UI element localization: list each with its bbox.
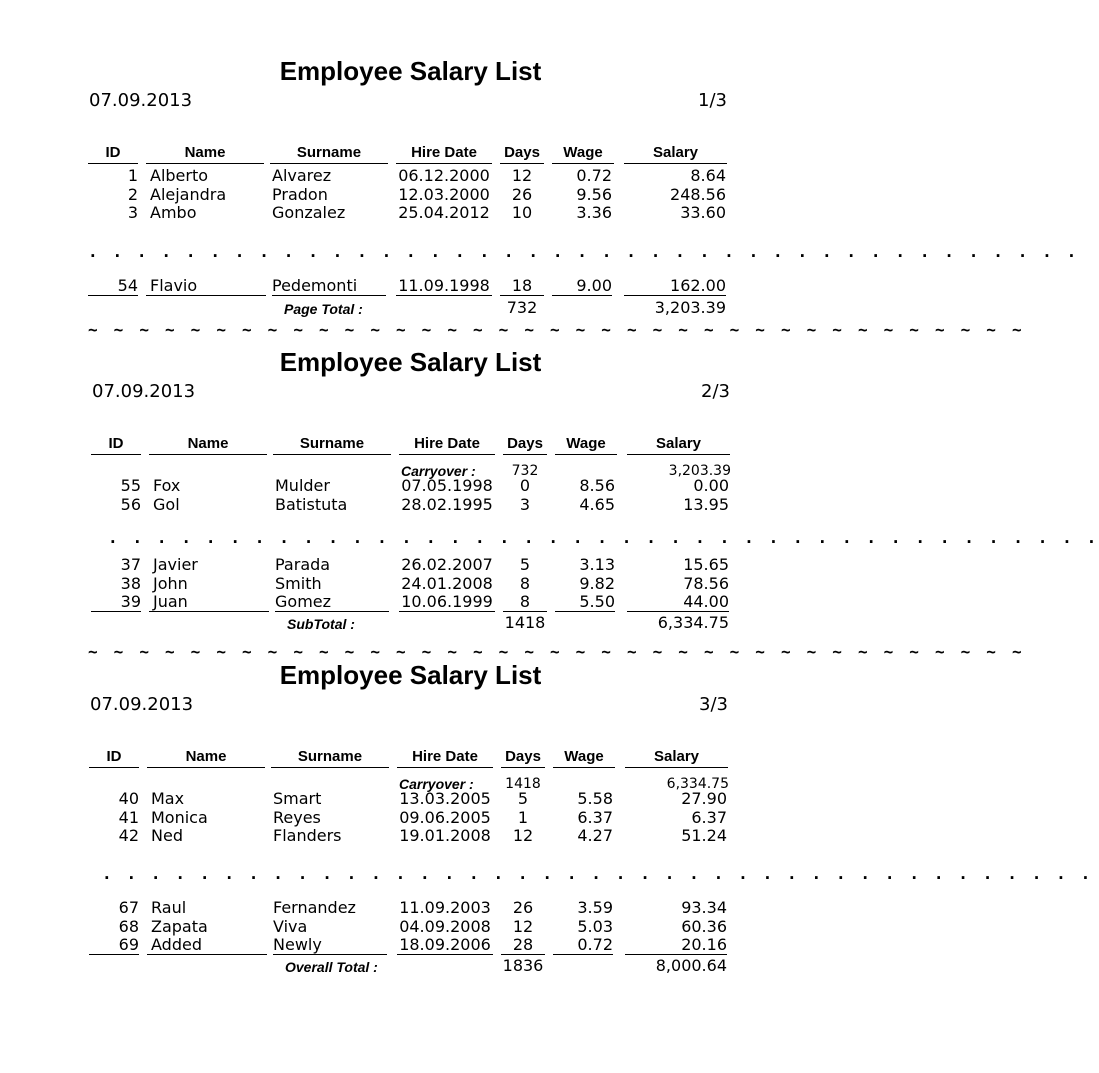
cell-days: 1 — [517, 807, 529, 827]
cell-wage: 3.59 — [577, 898, 613, 917]
report-date: 07.09.2013 — [92, 381, 196, 402]
cell-salary: 51.24 — [681, 826, 727, 845]
table-row — [0, 827, 821, 847]
cell-id: 68 — [118, 916, 139, 936]
cell-salary: 20.16 — [625, 936, 727, 955]
cell-days: 10 — [511, 203, 533, 222]
total-salary: 8,000.64 — [655, 956, 727, 975]
cell-salary: 0.00 — [693, 476, 729, 495]
cell-surname: Batistuta — [275, 494, 348, 514]
cell-days: 5 — [519, 555, 531, 574]
cell-name: Flavio — [146, 277, 266, 296]
cell-id: 69 — [89, 936, 139, 955]
total-salary: 3,203.39 — [654, 298, 726, 317]
cell-wage: 3.13 — [579, 555, 615, 574]
cell-days: 12 — [511, 166, 533, 185]
cell-days: 26 — [512, 898, 534, 917]
cell-surname: Gonzalez — [272, 203, 346, 222]
page-separator: ~ ~ ~ ~ ~ ~ ~ ~ ~ ~ ~ ~ ~ ~ ~ ~ ~ ~ ~ ~ ~ ~ ~ ~ ~ ~ ~ ~ ~ ~ ~ ~ ~ ~ ~ ~ ~ — [88, 642, 1025, 661]
cell-wage: 3.36 — [576, 203, 612, 222]
header-surname: Surname — [270, 144, 388, 164]
header-id: ID — [89, 748, 139, 768]
total-salary: 6,334.75 — [657, 613, 729, 632]
cell-salary: 162.00 — [624, 277, 726, 296]
carryover-label: Carryover : — [401, 463, 476, 479]
cell-hire-date: 06.12.2000 — [398, 166, 490, 185]
header-name: Name — [147, 748, 265, 768]
cell-surname: Smith — [275, 573, 322, 593]
cell-name: Added — [147, 936, 267, 955]
cell-surname: Gomez — [275, 593, 389, 612]
cell-hire-date: 13.03.2005 — [399, 789, 491, 808]
table-row — [0, 790, 821, 810]
carryover-salary: 3,203.39 — [668, 463, 731, 479]
header-salary: Salary — [624, 144, 727, 164]
table-row — [0, 556, 821, 576]
cell-name: Juan — [149, 593, 269, 612]
cell-id: 2 — [127, 184, 138, 204]
cell-name: Max — [151, 789, 185, 808]
table-row — [0, 593, 821, 613]
table-row — [0, 936, 821, 956]
cell-surname: Newly — [273, 936, 387, 955]
header-wage: Wage — [552, 144, 614, 164]
cell-days: 28 — [501, 936, 545, 955]
header-days: Days — [501, 748, 545, 768]
header-name: Name — [146, 144, 264, 164]
cell-wage: 9.56 — [576, 184, 612, 204]
cell-salary: 15.65 — [683, 555, 729, 574]
report-page — [0, 347, 1099, 667]
cell-name: Zapata — [151, 916, 208, 936]
report-date: 07.09.2013 — [90, 694, 194, 715]
table-row — [0, 496, 821, 516]
omitted-rows-dots: . . . . . . . . . . . . . . . . . . . . . . . . . . . . . . . . . . . . . . . . . — [102, 864, 1093, 883]
cell-name: Gol — [153, 494, 180, 514]
cell-hire-date: 07.05.1998 — [401, 476, 493, 495]
cell-id: 55 — [120, 476, 141, 495]
header-salary: Salary — [625, 748, 728, 768]
cell-days: 8 — [503, 593, 547, 612]
cell-hire-date: 18.09.2006 — [397, 936, 493, 955]
report-title: Employee Salary List — [279, 56, 542, 86]
cell-surname: Viva — [273, 916, 308, 936]
cell-hire-date: 12.03.2000 — [398, 184, 490, 204]
cell-surname: Smart — [273, 789, 322, 808]
cell-wage: 4.27 — [577, 826, 613, 845]
cell-wage: 4.65 — [579, 494, 615, 514]
cell-salary: 6.37 — [691, 807, 727, 827]
header-days: Days — [503, 435, 547, 455]
cell-name: Alberto — [150, 166, 209, 185]
carryover-salary: 6,334.75 — [666, 776, 729, 792]
cell-hire-date: 26.02.2007 — [401, 555, 493, 574]
cell-id: 67 — [118, 898, 139, 917]
cell-wage: 9.00 — [552, 277, 612, 296]
cell-name: Fox — [153, 476, 181, 495]
page-number: 2/3 — [701, 381, 730, 402]
total-days: 1836 — [502, 956, 544, 975]
report-date: 07.09.2013 — [89, 90, 193, 111]
cell-id: 54 — [88, 277, 138, 296]
total-days: 732 — [506, 298, 538, 317]
carryover-days: 1418 — [505, 776, 541, 792]
header-hire-date: Hire Date — [396, 144, 492, 164]
report-title: Employee Salary List — [279, 660, 542, 690]
cell-days: 12 — [512, 916, 534, 936]
cell-surname: Alvarez — [272, 166, 332, 185]
cell-wage: 9.82 — [579, 573, 615, 593]
cell-salary: 33.60 — [680, 203, 726, 222]
cell-wage: 0.72 — [576, 166, 612, 185]
cell-days: 18 — [500, 277, 544, 296]
cell-salary: 8.64 — [690, 166, 726, 185]
page-number: 1/3 — [698, 90, 727, 111]
table-row — [0, 477, 821, 497]
total-label: Page Total : — [284, 301, 363, 317]
cell-hire-date: 11.09.1998 — [396, 277, 492, 296]
cell-days: 0 — [519, 476, 531, 495]
cell-name: Monica — [151, 807, 208, 827]
table-row — [0, 899, 821, 919]
cell-wage: 6.37 — [577, 807, 613, 827]
cell-name: Raul — [151, 898, 187, 917]
omitted-rows-dots: . . . . . . . . . . . . . . . . . . . . . . . . . . . . . . . . . . . . . . . . . — [108, 528, 1099, 547]
cell-hire-date: 24.01.2008 — [401, 573, 493, 593]
cell-wage: 8.56 — [579, 476, 615, 495]
cell-id: 40 — [118, 789, 139, 808]
table-row — [0, 277, 821, 297]
cell-salary: 27.90 — [681, 789, 727, 808]
header-hire-date: Hire Date — [397, 748, 493, 768]
cell-wage: 0.72 — [553, 936, 613, 955]
cell-surname: Pradon — [272, 184, 328, 204]
cell-salary: 13.95 — [683, 494, 729, 514]
header-days: Days — [500, 144, 544, 164]
header-surname: Surname — [271, 748, 389, 768]
cell-salary: 44.00 — [627, 593, 729, 612]
header-wage: Wage — [553, 748, 615, 768]
cell-id: 42 — [118, 826, 139, 845]
cell-surname: Parada — [275, 555, 331, 574]
cell-wage: 5.50 — [555, 593, 615, 612]
cell-days: 12 — [512, 826, 534, 845]
cell-surname: Flanders — [273, 826, 342, 845]
header-id: ID — [88, 144, 138, 164]
cell-id: 3 — [127, 203, 138, 222]
total-days: 1418 — [504, 613, 546, 632]
cell-hire-date: 11.09.2003 — [399, 898, 491, 917]
page-separator: ~ ~ ~ ~ ~ ~ ~ ~ ~ ~ ~ ~ ~ ~ ~ ~ ~ ~ ~ ~ ~ ~ ~ ~ ~ ~ ~ ~ ~ ~ ~ ~ ~ ~ ~ ~ ~ — [88, 320, 1025, 339]
cell-surname: Mulder — [275, 476, 330, 495]
cell-id: 38 — [120, 573, 141, 593]
header-salary: Salary — [627, 435, 730, 455]
carryover-label: Carryover : — [399, 776, 474, 792]
cell-id: 1 — [127, 166, 138, 185]
cell-hire-date: 28.02.1995 — [401, 494, 493, 514]
cell-name: John — [153, 573, 188, 593]
header-surname: Surname — [273, 435, 391, 455]
cell-hire-date: 10.06.1999 — [399, 593, 495, 612]
cell-salary: 93.34 — [681, 898, 727, 917]
header-name: Name — [149, 435, 267, 455]
cell-surname: Reyes — [273, 807, 321, 827]
header-hire-date: Hire Date — [399, 435, 495, 455]
cell-id: 37 — [120, 555, 141, 574]
cell-hire-date: 19.01.2008 — [399, 826, 491, 845]
cell-surname: Fernandez — [273, 898, 356, 917]
cell-name: Alejandra — [150, 184, 227, 204]
cell-salary: 78.56 — [683, 573, 729, 593]
header-wage: Wage — [555, 435, 617, 455]
cell-name: Javier — [153, 555, 198, 574]
cell-wage: 5.03 — [577, 916, 613, 936]
cell-salary: 248.56 — [670, 184, 726, 204]
page-number: 3/3 — [699, 694, 728, 715]
cell-name: Ambo — [150, 203, 197, 222]
report-title: Employee Salary List — [279, 347, 542, 377]
cell-days: 5 — [517, 789, 529, 808]
report-page — [0, 660, 1093, 980]
total-label: Overall Total : — [285, 959, 378, 975]
cell-hire-date: 25.04.2012 — [398, 203, 490, 222]
cell-hire-date: 09.06.2005 — [399, 807, 491, 827]
cell-days: 26 — [511, 184, 533, 204]
cell-surname: Pedemonti — [272, 277, 386, 296]
cell-hire-date: 04.09.2008 — [399, 916, 491, 936]
omitted-rows-dots: . . . . . . . . . . . . . . . . . . . . . . . . . . . . . . . . . . . . . . . . . — [88, 242, 1079, 261]
cell-id: 39 — [91, 593, 141, 612]
header-id: ID — [91, 435, 141, 455]
cell-days: 3 — [519, 494, 531, 514]
cell-id: 56 — [120, 494, 141, 514]
cell-salary: 60.36 — [681, 916, 727, 936]
cell-days: 8 — [519, 573, 531, 593]
table-row — [0, 167, 821, 187]
total-label: SubTotal : — [287, 616, 355, 632]
cell-wage: 5.58 — [577, 789, 613, 808]
cell-name: Ned — [151, 826, 183, 845]
carryover-days: 732 — [511, 463, 539, 479]
table-row — [0, 204, 821, 224]
cell-id: 41 — [118, 807, 139, 827]
report-page — [0, 56, 1079, 376]
